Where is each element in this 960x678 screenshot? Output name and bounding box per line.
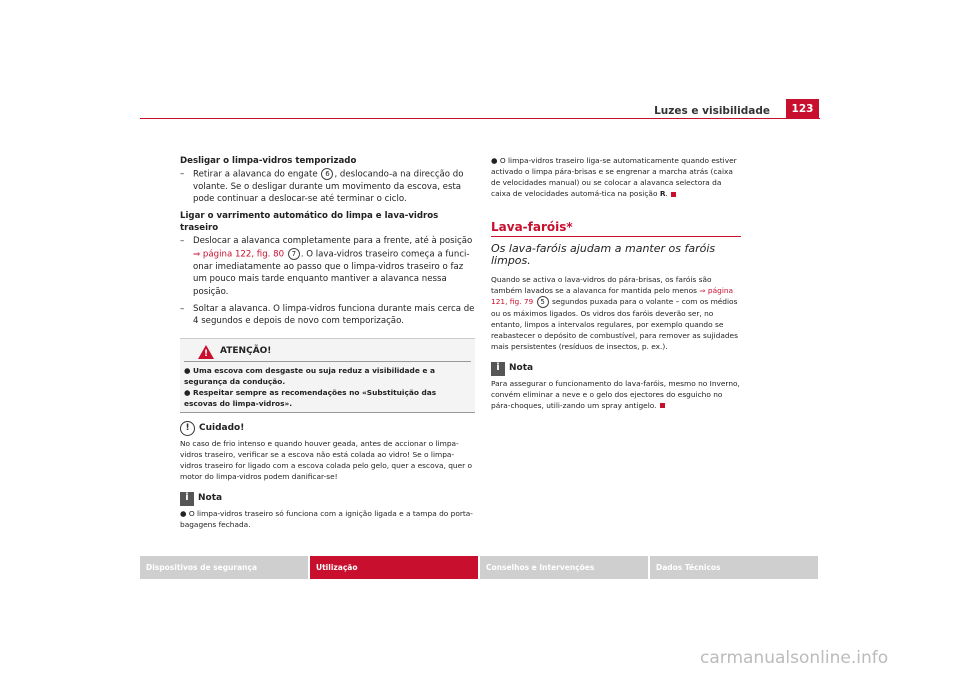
ref-number-icon: 7 <box>288 248 300 260</box>
list-item: – Retirar a alavanca do engate 6 , deslocando-a na direcção do volante. Se o desligar durante um movimento da escova, esta pode continuar a deslocar-se até terminar o ciclo. <box>180 168 464 205</box>
end-marker-icon <box>660 403 665 408</box>
footer-tab-usage[interactable]: Utilização <box>310 556 478 579</box>
section-title-headlight-washer: Lava-faróis* <box>491 221 741 237</box>
note-text: Para assegurar o funcionamento do lava-faróis, mesmo no Inverno, convém eliminar a neve e o gelo dos ejectores do esguicho no pára-choques, utili-zando um spray antigelo. <box>491 378 740 410</box>
left-column <box>180 155 475 530</box>
page-reference-link[interactable]: ⇒ página 121, fig. 79 <box>491 285 734 306</box>
footer-tab-advice[interactable]: Conselhos e Intervenções <box>480 556 648 579</box>
warning-triangle-icon <box>198 345 214 359</box>
page-reference-link[interactable]: ⇒ página 122, fig. 80 <box>193 249 285 260</box>
note-icon: i <box>491 362 505 376</box>
dash-bullet: – <box>180 303 185 314</box>
caution-icon: ! <box>180 421 195 436</box>
section-title-timer-off: Desligar o limpa-vidros temporizado <box>180 156 357 166</box>
warning-title: ATENÇÃO! <box>220 346 272 357</box>
footer-tab-safety[interactable]: Dispositivos de segurança <box>140 556 308 579</box>
list-item: – Soltar a alavanca. O limpa-vidros funciona durante mais cerca de 4 segundos e depois de novo com temporização. <box>180 303 475 327</box>
section-title-auto-wipe: Ligar o varrimento automático do limpa e lava-vidros traseiro <box>180 210 439 234</box>
caution-title: Cuidado! <box>199 422 245 433</box>
note-title: Nota <box>509 363 534 374</box>
end-marker-icon <box>671 192 676 197</box>
note-icon: i <box>180 492 194 506</box>
note-text: ● O limpa-vidros traseiro só funciona com a ignição ligada e a tampa do porta-bagagens fechada. <box>180 508 473 529</box>
dash-bullet: – <box>180 168 185 179</box>
ref-number-icon: 5 <box>537 296 549 308</box>
caution-text: No caso de frio intenso e quando houver geada, antes de accionar o limpa-vidros traseiro, verificar se a escova não está colada ao vidro! Se o limpa-vidros traseiro for ligado com a escova colada pelo gelo, quer a escova, quer o motor do limpa-vidros podem danificar-se! <box>180 438 473 481</box>
ref-number-icon: 6 <box>321 168 333 180</box>
warning-box <box>180 338 475 413</box>
warning-item: ● Respeitar sempre as recomendações no «Substituição das escovas do limpa-vidros». <box>184 387 437 408</box>
footer-nav <box>140 556 820 579</box>
section-subtitle: Os lava-faróis ajudam a manter os faróis limpos. <box>491 241 716 268</box>
paragraph-headlight-washer: Quando se activa o lava-vidros do pára-brisas, os faróis são também lavados se a alavanca for mantida pelo menos ⇒ página 121, fig. 79 5 segundos puxada para o volante – com os médios ou os máximos ligados. Os vidros dos faróis deverão ser, no entanto, limpos a intervalos regulares, por exemplo quando se reabastecer o depósito de combustível, para remover as sujidades mais persistentes (resíduos de insectos, p. ex.). <box>491 274 738 351</box>
dash-bullet: – <box>180 236 185 247</box>
watermark: carmanualsonline.info <box>700 648 889 668</box>
footer-tab-tech-data[interactable]: Dados Técnicos <box>650 556 818 579</box>
paragraph-rear-wiper-auto: ● O limpa-vidros traseiro liga-se automaticamente quando estiver activado o limpa pára-brisas e se engrenar a marcha atrás (caixa de velocidades manual) ou se colocar a alavanca selectora da caixa de velocidades automá-tica na posição R. <box>491 156 737 198</box>
note-title: Nota <box>198 493 223 504</box>
header-rule <box>140 118 820 119</box>
warning-item: ● Uma escova com desgaste ou suja reduz a visibilidade e a segurança da condução. <box>184 365 435 386</box>
page-number: 123 <box>786 99 819 119</box>
list-item: – Deslocar a alavanca completamente para a frente, até à posição ⇒ página 122, fig. 80 7 . O lava-vidros traseiro começa a funci-onar imediatamente ao passo que o limpa-vidros traseiro o faz um pouco mais tarde enquanto mantiver a alavanca nessa posição. <box>180 236 473 297</box>
page-header-title: Luzes e visibilidade <box>654 105 770 117</box>
right-column <box>491 155 741 411</box>
